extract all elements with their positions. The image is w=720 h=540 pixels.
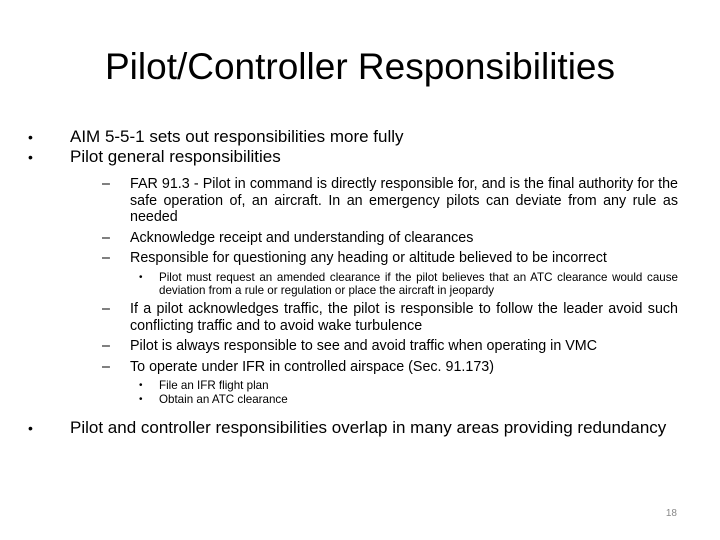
slide-body xyxy=(28,127,678,438)
sub-bullet-text: If a pilot acknowledges traffic, the pilot is responsible to follow the leader avoid such conflicting traffic and to avoid wake turbulence xyxy=(130,300,678,334)
bullet-dot-icon: • xyxy=(139,394,143,406)
sub-bullet-text: Responsible for questioning any heading or altitude believed to be incorrect xyxy=(130,250,607,267)
bullet-text: Pilot general responsibilities xyxy=(70,147,281,166)
bullet-dot-icon: • xyxy=(28,149,33,165)
sub-sub-bullet-amended xyxy=(28,271,678,297)
sub-bullet-text: To operate under IFR in controlled airspace (Sec. 91.173) xyxy=(130,358,494,375)
bullet-aim xyxy=(28,127,678,147)
sub-sub-bullet-clearance xyxy=(28,393,678,406)
sub-bullet-questioning xyxy=(28,250,678,267)
sub-bullet-traffic xyxy=(28,301,678,334)
sub-bullet-ifr xyxy=(28,359,678,376)
sub-bullet-text: FAR 91.3 - Pilot in command is directly responsible for, and is the final authority for the safe operation of, an aircraft. In an emergency pilots can deviate from any rule as needed xyxy=(130,176,678,226)
dash-icon: – xyxy=(102,229,110,246)
bullet-text: Pilot and controller responsibilities overlap in many areas providing redundancy xyxy=(70,418,667,438)
sub-bullet-vmc xyxy=(28,338,678,355)
dash-icon: – xyxy=(102,176,110,192)
bullet-dot-icon: • xyxy=(139,271,143,283)
sub-sub-bullet-text: File an IFR flight plan xyxy=(159,379,269,393)
sub-sub-bullet-text: Pilot must request an amended clearance if the pilot believes that an ATC clearance would cause deviation from a rule or regulation or place the aircraft in jeopardy xyxy=(159,270,678,297)
sub-sub-bullet-text: Obtain an ATC clearance xyxy=(159,393,288,407)
dash-icon: – xyxy=(102,338,110,355)
bullet-dot-icon: • xyxy=(139,380,143,392)
bullet-dot-icon: • xyxy=(28,420,33,437)
sub-bullet-text: Acknowledge receipt and understanding of clearances xyxy=(130,229,474,246)
bullet-pilot-general xyxy=(28,147,678,167)
dash-icon: – xyxy=(102,358,110,375)
sub-bullet-acknowledge xyxy=(28,230,678,247)
dash-icon: – xyxy=(102,250,110,267)
sub-bullet-far xyxy=(28,176,678,226)
page-number: 18 xyxy=(665,508,677,519)
sub-sub-bullet-flight-plan xyxy=(28,379,678,392)
bullet-text: AIM 5-5-1 sets out responsibilities more fully xyxy=(70,127,404,146)
bullet-dot-icon: • xyxy=(28,129,33,145)
bullet-overlap xyxy=(28,418,678,438)
sub-bullet-text: Pilot is always responsible to see and avoid traffic when operating in VMC xyxy=(130,338,598,355)
slide-title: Pilot/Controller Responsibilities xyxy=(105,46,615,87)
dash-icon: – xyxy=(102,300,110,317)
